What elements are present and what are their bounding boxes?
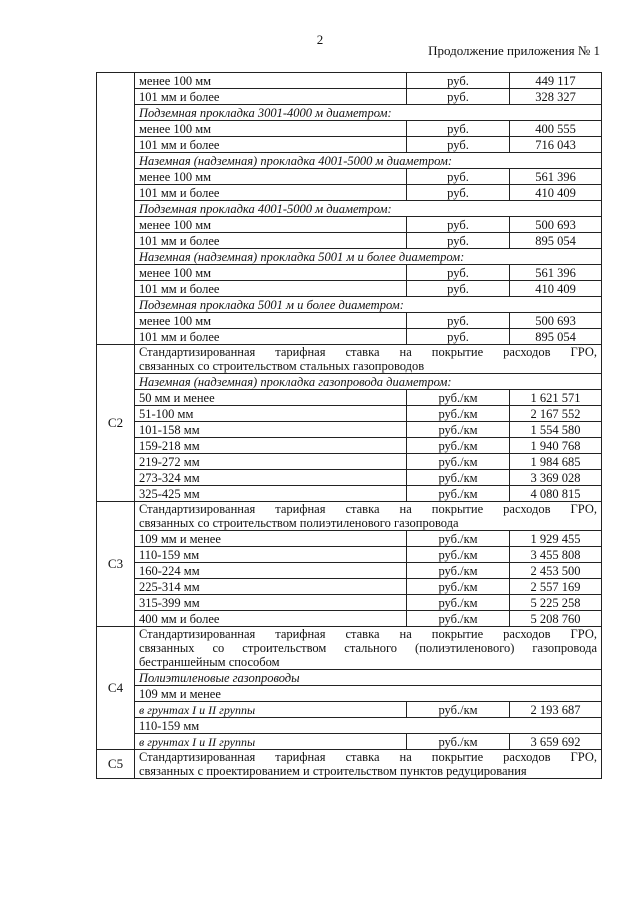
row-value: 410 409	[510, 185, 602, 201]
table-row	[97, 702, 602, 718]
row-unit: руб./км	[407, 406, 510, 422]
row-unit: руб./км	[407, 486, 510, 502]
row-label: 101-158 мм	[135, 422, 407, 438]
section-row	[97, 670, 602, 686]
row-label: 101 мм и более	[135, 89, 407, 105]
section-heading: Полиэтиленовые газопроводы	[135, 670, 602, 686]
table-row	[97, 454, 602, 470]
row-label: 159-218 мм	[135, 438, 407, 454]
tariff-code: С5	[97, 750, 135, 779]
row-value: 561 396	[510, 169, 602, 185]
tariff-header-row	[97, 627, 602, 670]
row-label: 101 мм и более	[135, 281, 407, 297]
row-unit: руб.	[407, 233, 510, 249]
row-value: 2 167 552	[510, 406, 602, 422]
table-row	[97, 611, 602, 627]
table-row	[97, 169, 602, 185]
section-heading: Подземная прокладка 4001-5000 м диаметром:	[135, 201, 602, 217]
table-row	[97, 563, 602, 579]
row-label: менее 100 мм	[135, 265, 407, 281]
row-value: 449 117	[510, 73, 602, 89]
section-heading: Наземная (надземная) прокладка газопровода диаметром:	[135, 374, 602, 390]
tariff-table	[96, 72, 602, 779]
row-value: 5 225 258	[510, 595, 602, 611]
row-unit: руб./км	[407, 531, 510, 547]
row-value: 500 693	[510, 313, 602, 329]
row-label: 109 мм и менее	[135, 531, 407, 547]
tariff-description	[135, 750, 602, 779]
row-unit: руб./км	[407, 454, 510, 470]
soil-group-label: в грунтах I и II группы	[135, 702, 407, 718]
description-line: бестраншейным способом	[139, 655, 280, 669]
row-unit: руб.	[407, 169, 510, 185]
row-label: менее 100 мм	[135, 169, 407, 185]
row-unit: руб./км	[407, 470, 510, 486]
row-value: 410 409	[510, 281, 602, 297]
tariff-code: С2	[97, 345, 135, 502]
description-line: Стандартизированная тарифная ставка на покрытие расходов ГРО,	[139, 627, 597, 641]
table-row	[97, 531, 602, 547]
row-value: 3 455 808	[510, 547, 602, 563]
section-heading: Наземная (надземная) прокладка 4001-5000 м диаметром:	[135, 153, 602, 169]
row-value: 716 043	[510, 137, 602, 153]
row-label: 51-100 мм	[135, 406, 407, 422]
section-row	[97, 201, 602, 217]
row-label: 101 мм и более	[135, 329, 407, 345]
table-row	[97, 734, 602, 750]
section-heading: Подземная прокладка 5001 м и более диаметром:	[135, 297, 602, 313]
row-label: менее 100 мм	[135, 313, 407, 329]
table-row	[97, 718, 602, 734]
row-value: 328 327	[510, 89, 602, 105]
description-line: Стандартизированная тарифная ставка на покрытие расходов ГРО,	[139, 502, 597, 516]
row-value: 500 693	[510, 217, 602, 233]
table-row	[97, 547, 602, 563]
description-line: связанных со строительством стального (полиэтиленового) газопровода	[139, 641, 597, 655]
table-row	[97, 579, 602, 595]
tariff-header-row	[97, 502, 602, 531]
table-row	[97, 217, 602, 233]
row-unit: руб.	[407, 73, 510, 89]
row-unit: руб./км	[407, 611, 510, 627]
soil-group-label: в грунтах I и II группы	[135, 734, 407, 750]
row-label: 101 мм и более	[135, 137, 407, 153]
row-unit: руб./км	[407, 422, 510, 438]
table-row	[97, 265, 602, 281]
row-unit: руб./км	[407, 438, 510, 454]
row-unit: руб.	[407, 89, 510, 105]
row-label: 315-399 мм	[135, 595, 407, 611]
diameter-group-label: 110-159 мм	[135, 718, 602, 734]
row-unit: руб.	[407, 281, 510, 297]
row-unit: руб./км	[407, 547, 510, 563]
table-row	[97, 486, 602, 502]
row-value: 2 193 687	[510, 702, 602, 718]
description-line: связанных с проектированием и строительством пунктов редуцирования	[139, 764, 527, 778]
row-label: 219-272 мм	[135, 454, 407, 470]
row-label: 225-314 мм	[135, 579, 407, 595]
description-line: Стандартизированная тарифная ставка на покрытие расходов ГРО,	[139, 750, 597, 764]
row-value: 400 555	[510, 121, 602, 137]
row-label: менее 100 мм	[135, 217, 407, 233]
row-value: 3 369 028	[510, 470, 602, 486]
table-row	[97, 313, 602, 329]
row-label: 50 мм и менее	[135, 390, 407, 406]
table-row	[97, 281, 602, 297]
row-unit: руб./км	[407, 734, 510, 750]
row-label: 160-224 мм	[135, 563, 407, 579]
table-row	[97, 406, 602, 422]
row-unit: руб.	[407, 313, 510, 329]
row-value: 2 453 500	[510, 563, 602, 579]
row-value: 1 554 580	[510, 422, 602, 438]
row-value: 1 621 571	[510, 390, 602, 406]
table-row	[97, 137, 602, 153]
tariff-code: С4	[97, 627, 135, 750]
row-label: 400 мм и более	[135, 611, 407, 627]
row-unit: руб.	[407, 121, 510, 137]
table-row	[97, 121, 602, 137]
row-unit: руб./км	[407, 579, 510, 595]
table-row	[97, 438, 602, 454]
row-label: 273-324 мм	[135, 470, 407, 486]
tariff-description	[135, 502, 602, 531]
appendix-continuation-title: Продолжение приложения № 1	[428, 43, 600, 58]
table-row	[97, 73, 602, 89]
section-row	[97, 105, 602, 121]
section-row	[97, 249, 602, 265]
row-value: 1 984 685	[510, 454, 602, 470]
row-label: 101 мм и более	[135, 233, 407, 249]
table-row	[97, 470, 602, 486]
table-row	[97, 89, 602, 105]
row-value: 4 080 815	[510, 486, 602, 502]
section-heading: Наземная (надземная) прокладка 5001 м и более диаметром:	[135, 249, 602, 265]
row-label: 101 мм и более	[135, 185, 407, 201]
row-unit: руб.	[407, 137, 510, 153]
tariff-description	[135, 627, 602, 670]
table-row	[97, 595, 602, 611]
table-row	[97, 686, 602, 702]
row-value: 561 396	[510, 265, 602, 281]
table-row	[97, 185, 602, 201]
description-line: связанных со строительством полиэтиленового газопровода	[139, 516, 459, 530]
diameter-group-label: 109 мм и менее	[135, 686, 602, 702]
table-row	[97, 233, 602, 249]
row-unit: руб.	[407, 329, 510, 345]
tariff-code: С3	[97, 502, 135, 627]
row-value: 1 929 455	[510, 531, 602, 547]
section-row	[97, 153, 602, 169]
row-value: 5 208 760	[510, 611, 602, 627]
row-value: 895 054	[510, 233, 602, 249]
description-line: связанных со строительством стальных газопроводов	[139, 359, 425, 373]
tariff-header-row	[97, 345, 602, 374]
row-unit: руб./км	[407, 563, 510, 579]
row-label: 110-159 мм	[135, 547, 407, 563]
table-row	[97, 329, 602, 345]
row-unit: руб./км	[407, 702, 510, 718]
section-row	[97, 297, 602, 313]
section-row	[97, 374, 602, 390]
row-unit: руб.	[407, 185, 510, 201]
row-value: 895 054	[510, 329, 602, 345]
tariff-table-body	[97, 73, 602, 779]
table-row	[97, 390, 602, 406]
row-unit: руб./км	[407, 595, 510, 611]
row-label: менее 100 мм	[135, 73, 407, 89]
page-number: 2	[316, 32, 324, 47]
row-unit: руб.	[407, 217, 510, 233]
row-unit: руб./км	[407, 390, 510, 406]
code-cell-empty	[97, 73, 135, 345]
tariff-description	[135, 345, 602, 374]
row-value: 3 659 692	[510, 734, 602, 750]
row-label: 325-425 мм	[135, 486, 407, 502]
description-line: Стандартизированная тарифная ставка на покрытие расходов ГРО,	[139, 345, 597, 359]
section-heading: Подземная прокладка 3001-4000 м диаметром:	[135, 105, 602, 121]
row-value: 2 557 169	[510, 579, 602, 595]
tariff-header-row	[97, 750, 602, 779]
row-label: менее 100 мм	[135, 121, 407, 137]
table-row	[97, 422, 602, 438]
row-value: 1 940 768	[510, 438, 602, 454]
row-unit: руб.	[407, 265, 510, 281]
